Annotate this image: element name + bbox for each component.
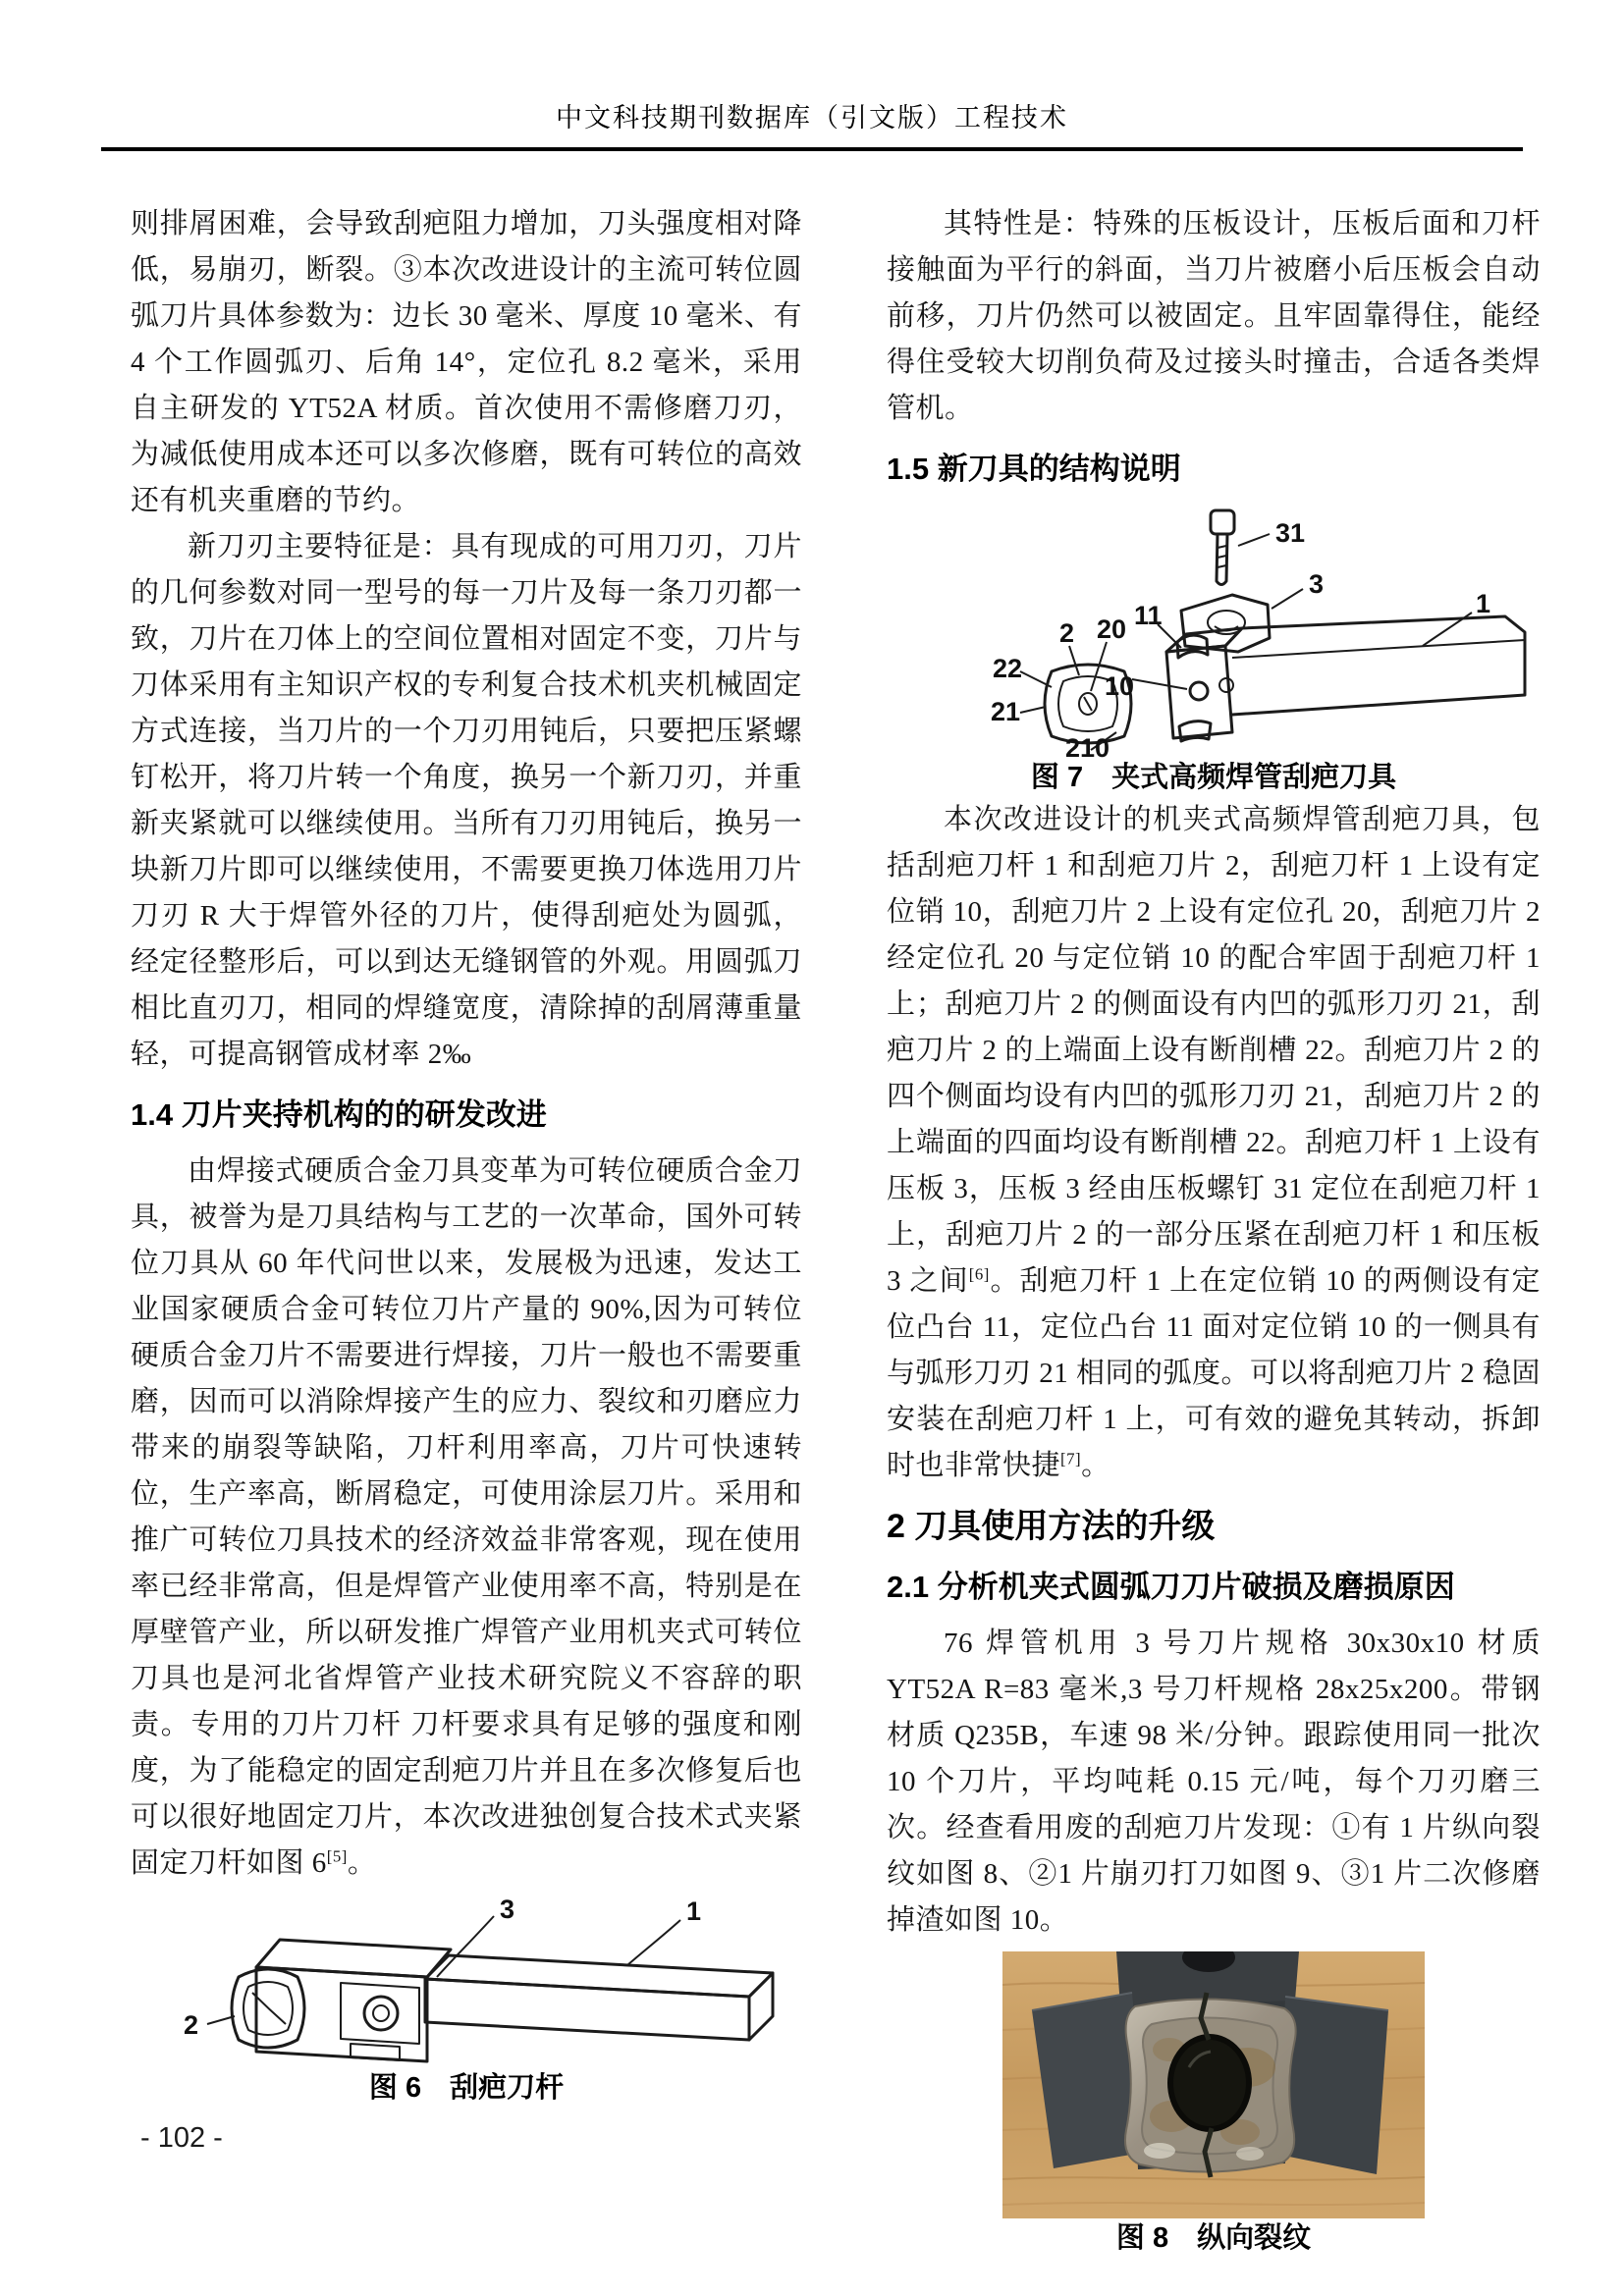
- fig7-label-3: 3: [1309, 569, 1325, 599]
- paragraph-tool-structure: [887, 797, 1541, 1489]
- citation-ref-5: [5]: [326, 1846, 348, 1866]
- left-column: [131, 201, 802, 2108]
- citation-ref-6: [6]: [968, 1264, 990, 1284]
- tool-shank-drawing: [425, 1955, 773, 2040]
- figure-7-leaders: [1020, 534, 1472, 750]
- fig7-label-10: 10: [1105, 671, 1135, 701]
- clamp-head-drawing: [256, 1940, 451, 2061]
- paragraph-wear-analysis: 76 焊管机用 3 号刀片规格 30x30x10 材质 YT52A R=83 毫米,3 号刀杆规格 28x25x200。带钢材质 Q235B，车速 98 米/分钟。跟踪使用同一批次 10 个刀片，平均吨耗 0.15 元/吨，每个刀刃磨三次。经查看用废的刮疤刀片发现：①有 1 片纵向裂纹如图 8、②1 片崩刃打刀如图 9、③1 片二次修磨掉渣如图 10。: [887, 1628, 1541, 1936]
- fig7-label-20: 20: [1097, 614, 1127, 644]
- screw-drawing: [1211, 510, 1234, 585]
- fig7-label-2: 2: [1059, 618, 1075, 648]
- right-column: [887, 201, 1541, 2258]
- clamp-plate-drawing: [1181, 595, 1270, 652]
- paragraph-text: 由焊接式硬质合金刀具变革为可转位硬质合金刀具，被誉为是刀具结构与工艺的一次革命，国外可转位刀具从 60 年代问世以来，发展极为迅速，发达工业国家硬质合金可转位刀片产量的 90%,因为可转位硬质合金刀片不需要进行焊接，刀片一般也不需要重磨，因而可以消除焊接产生的应力、裂纹和刃磨应力带来的崩裂等缺陷，刀杆利用率高，刀片可快速转位，生产率高，断屑稳定，可使用涂层刀片。采用和推广可转位刀具技术的经济效益非常客观，现在使用率已经非常高，但是焊管产业使用率不高，特别是在厚壁管产业，所以研发推广焊管产业用机夹式可转位刀具也是河北省焊管产业技术研究院义不容辞的职责。专用的刀片刀杆 刀杆要求具有足够的强度和刚度，为了能稳定的固定刮疤刀片并且在多次修复后也可以很好地固定刀片，本次改进独创复合技术式夹紧固定刀杆如图 6: [131, 1155, 802, 1879]
- figure-6: [131, 1887, 802, 2108]
- paragraph-text: 。: [1081, 1450, 1110, 1481]
- figure-7: [887, 503, 1541, 797]
- tool-bar-exploded-drawing: [1166, 616, 1525, 741]
- fig7-label-31: 31: [1275, 518, 1306, 548]
- figure-8-caption: 图 8 纵向裂纹: [1115, 2222, 1312, 2254]
- section-heading-2-1: 2.1 分析机夹式圆弧刀刀片破损及磨损原因: [887, 1570, 1455, 1604]
- fig7-label-21: 21: [991, 697, 1021, 726]
- fig7-label-1: 1: [1476, 589, 1491, 618]
- journal-header-title: 中文科技期刊数据库（引文版）工程技术: [556, 103, 1068, 133]
- paragraph-text: 。: [347, 1847, 377, 1879]
- paragraph-continuation: 则排屑困难，会导致刮疤阻力增加，刀头强度相对降低，易崩刃，断裂。③本次改进设计的主流可转位圆弧刀片具体参数为：边长 30 毫米、厚度 10 毫米、有 4 个工作圆弧刃、后角 14°，定位孔 8.2 毫米，采用自主研发的 YT52A 材质。首次使用不需修磨刀刃，为减低使用成本还可以多次修磨，既有可转位的高效还有机夹重磨的节约。: [131, 208, 802, 516]
- paragraph-clamp-mechanism: [131, 1148, 802, 1887]
- paragraph-new-blade-features: 新刀刃主要特征是：具有现成的可用刀刃，刀片的几何参数对同一型号的每一刀片及每一条刀刃都一致，刀片在刀体上的空间位置相对固定不变，刀片与刀体采用有主知识产权的专利复合技术机夹机械固定方式连接，当刀片的一个刀刃用钝后，只要把压紧螺钉松开，将刀片转一个角度，换另一个新刀刃，并重新夹紧就可以继续使用。当所有刀刃用钝后，换另一块新刀片即可以继续使用，不需要更换刀体选用刀片刀刃 R 大于焊管外径的刀片，使得刮疤处为圆弧，经定径整形后，可以到达无缝钢管的外观。用圆弧刀相比直刃刀，相同的焊缝宽度，清除掉的刮屑薄重量轻，可提高钢管成材率 2‰: [131, 531, 802, 1070]
- fig7-label-11: 11: [1134, 601, 1163, 630]
- header-divider: [101, 147, 1523, 151]
- paragraph-pressplate-features: 其特性是：特殊的压板设计，压板后面和刀杆接触面为平行的斜面，当刀片被磨小后压板会自动前移，刀片仍然可以被固定。且牢固靠得住，能经得住受较大切削负荷及过接头时撞击，合适各类焊管机。: [887, 208, 1541, 424]
- citation-ref-7: [7]: [1060, 1449, 1082, 1468]
- section-heading-1-5: 1.5 新刀具的结构说明: [887, 452, 1181, 486]
- fig6-label-3: 3: [500, 1895, 515, 1924]
- fig7-label-22: 22: [993, 654, 1023, 683]
- paragraph-text: 。刮疤刀杆 1 上在定位销 10 的两侧设有定位凸台 11，定位凸台 11 面对定位销 10 的一侧具有与弧形刀刃 21 相同的弧度。可以将刮疤刀片 2 稳固安装在刮疤刀杆 1 上，可有效的避免其转动，拆卸时也非常快捷: [887, 1265, 1542, 1481]
- figure-7-drawing: [887, 503, 1541, 758]
- cracked-insert: [1125, 1993, 1296, 2177]
- section-heading-2: 2 刀具使用方法的升级: [887, 1508, 1216, 1545]
- section-heading-1-4: 1.4 刀片夹持机构的的研发改进: [131, 1097, 547, 1132]
- figure-6-drawing: [142, 1887, 790, 2068]
- paragraph-text: 本次改进设计的机夹式高频焊管刮疤刀具，包括刮疤刀杆 1 和刮疤刀片 2，刮疤刀杆 1 上设有定位销 10，刮疤刀片 2 上设有定位孔 20，刮疤刀片 2 经定位孔 20 与定位销 10 的配合牢固于刮疤刀杆 1 上；刮疤刀片 2 的侧面设有内凹的弧形刀刃 21，刮疤刀片 2 的上端面上设有断削槽 22。刮疤刀片 2 的四个侧面均设有内凹的弧形刀刃 21，刮疤刀片 2 的上端面的四面均设有断削槽 22。刮疤刀杆 1 上设有压板 3，压板 3 经由压板螺钉 31 定位在刮疤刀杆 1 上，刮疤刀片 2 的一部分压紧在刮疤刀杆 1 和压板 3 之间: [887, 804, 1541, 1297]
- figure-8: [887, 1951, 1541, 2258]
- figure-6-caption: 图 6 刮疤刀杆: [368, 2072, 565, 2104]
- fig6-label-1: 1: [686, 1896, 702, 1926]
- insert-drawing: [232, 1969, 304, 2048]
- fig6-label-2: 2: [184, 2010, 199, 2040]
- figure-7-caption: 图 7 夹式高频焊管刮疤刀具: [1030, 762, 1397, 793]
- fig7-label-210: 210: [1065, 733, 1110, 758]
- figure-8-photo: [1002, 1951, 1425, 2218]
- page-number: - 102 -: [140, 2122, 223, 2154]
